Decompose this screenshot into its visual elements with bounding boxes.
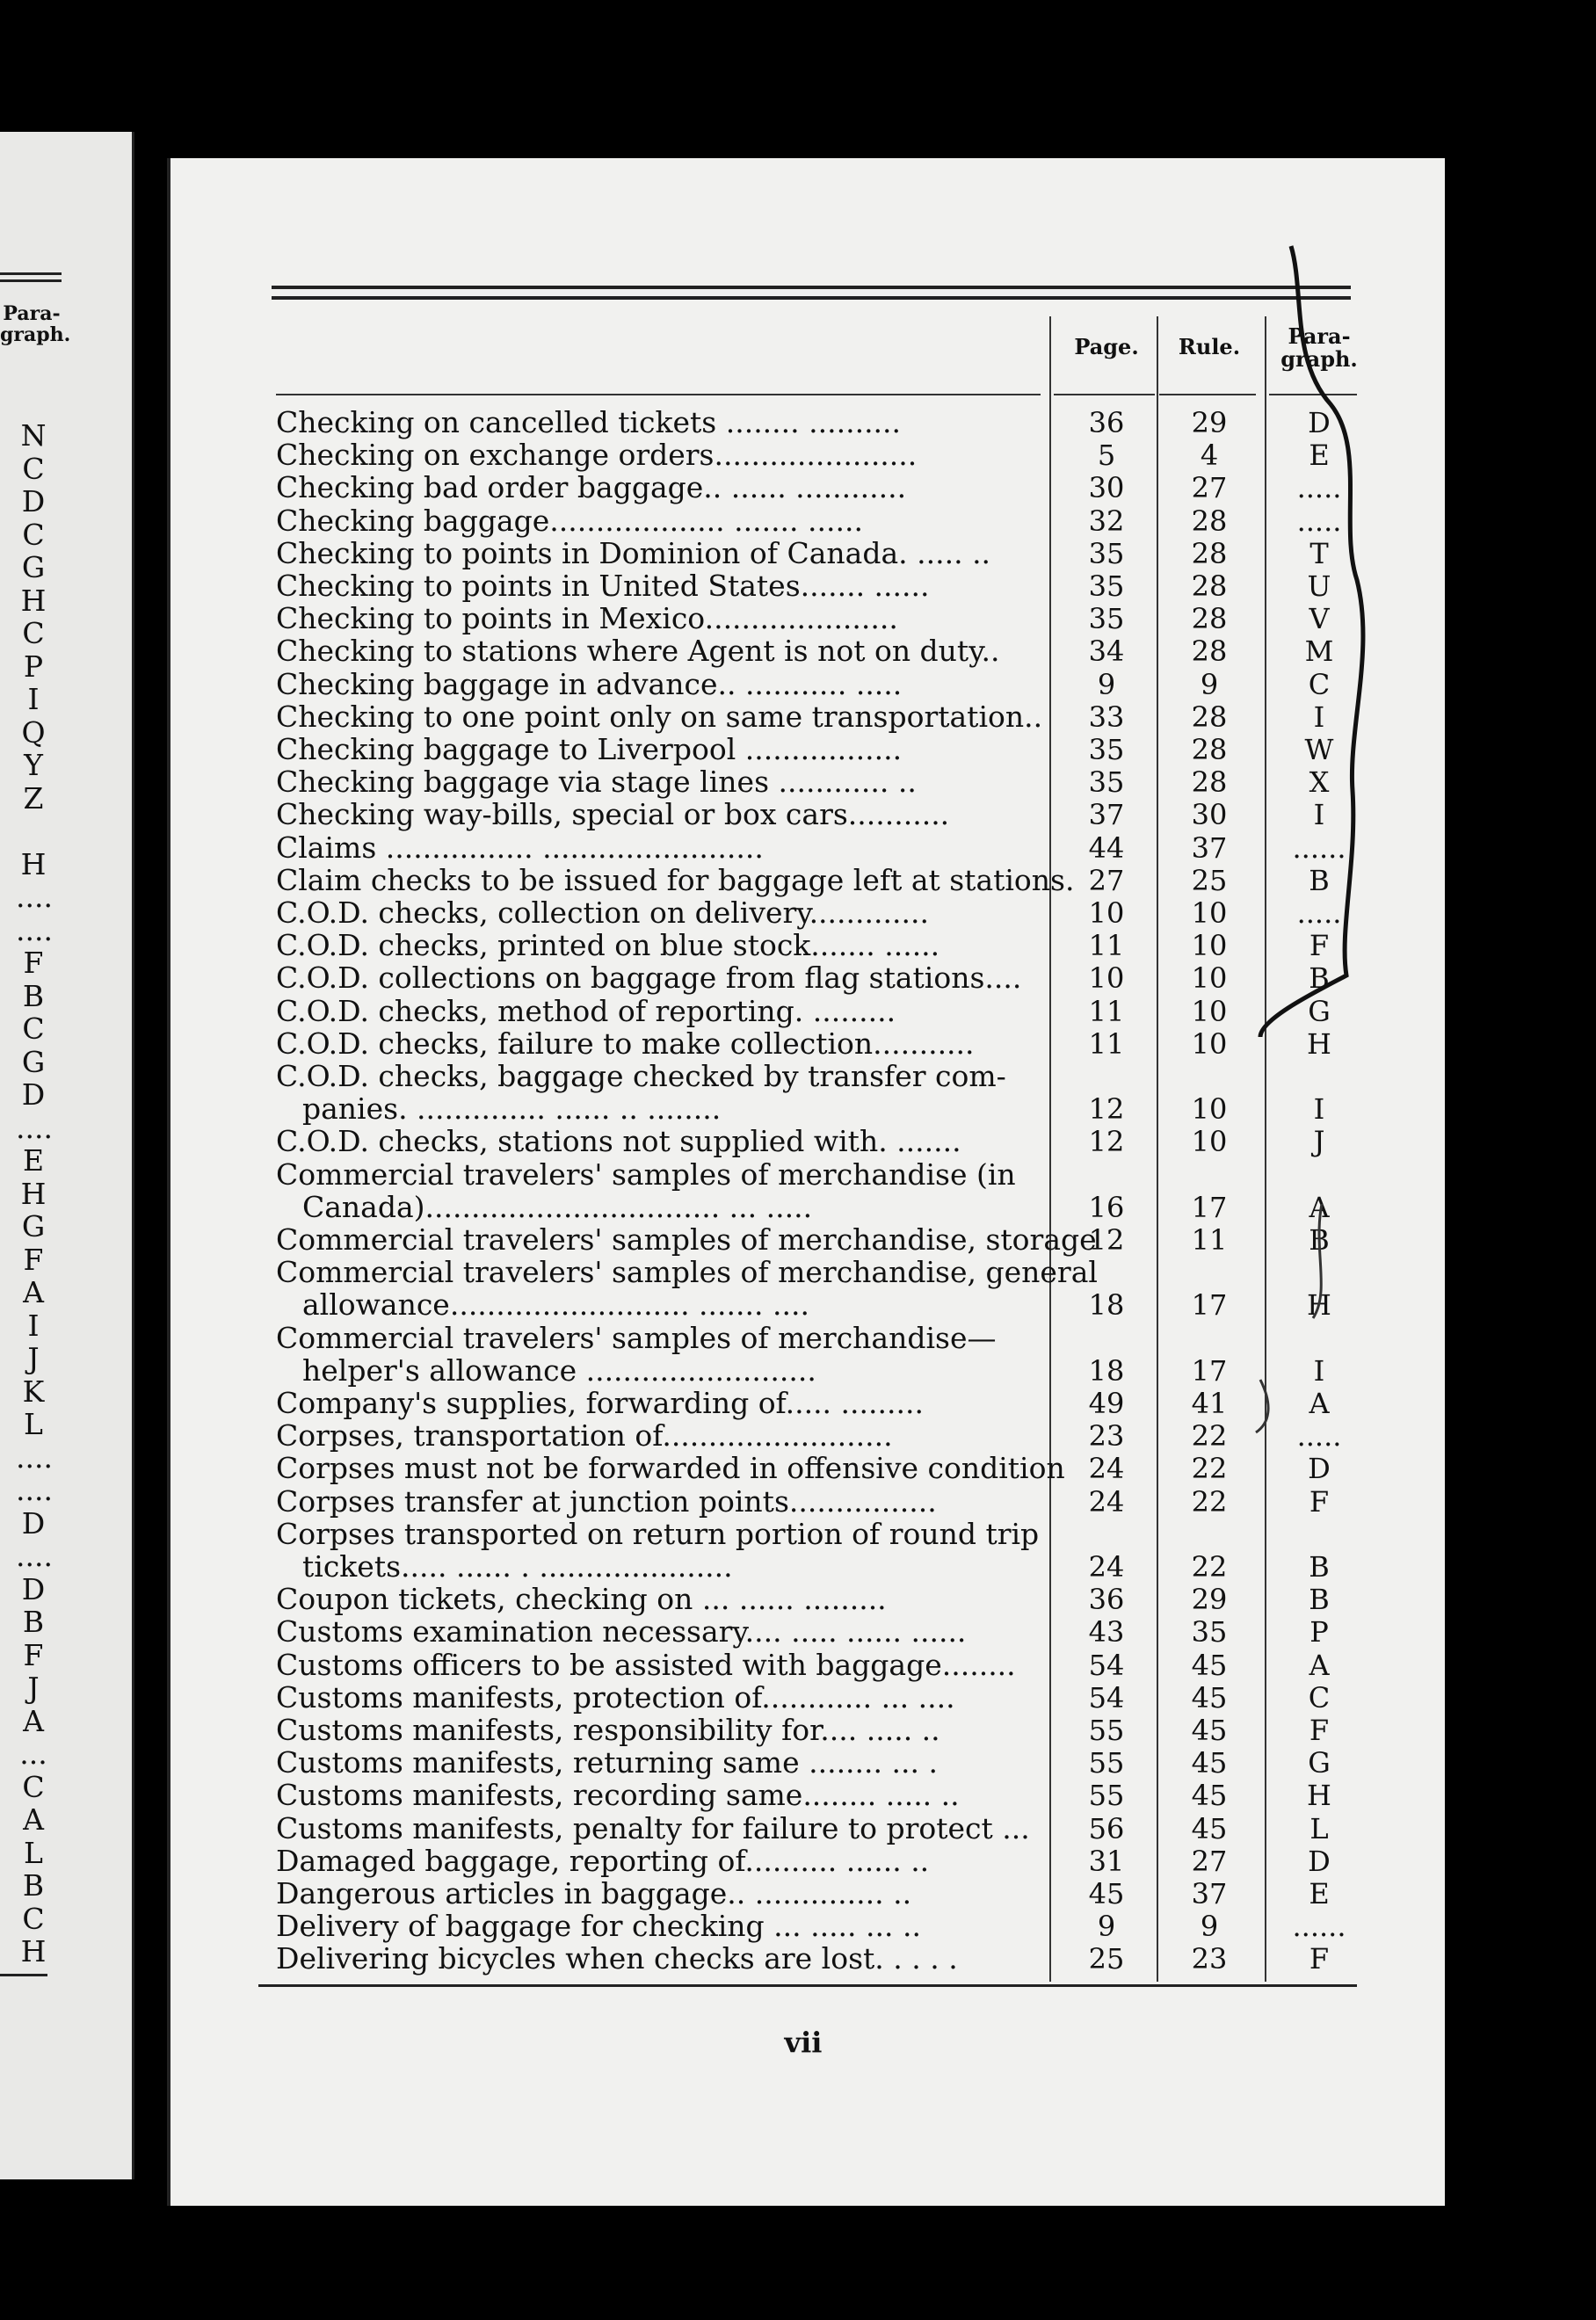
entry-subject: Delivery of baggage for checking ... ..... ... .. bbox=[276, 1909, 921, 1944]
rule-number-cell: 28 bbox=[1191, 634, 1228, 669]
page-number-cell: 11 bbox=[1088, 1026, 1125, 1061]
page-number-cell: 30 bbox=[1088, 471, 1125, 505]
rule-number-cell: 37 bbox=[1191, 830, 1228, 865]
paragraph-letter-cell: X bbox=[1309, 765, 1330, 800]
rule-number-cell: 22 bbox=[1191, 1484, 1228, 1519]
entry-subject: Customs officers to be assisted with baggage........ bbox=[276, 1647, 1016, 1682]
entry-subject: Claim checks to be issued for baggage left at stations. bbox=[276, 862, 1075, 897]
paragraph-column-header: Para- graph. bbox=[1280, 323, 1358, 372]
page-number-cell: 35 bbox=[1088, 765, 1125, 800]
paragraph-letter-cell: F bbox=[1309, 1484, 1330, 1519]
left-paragraph-letter: Y bbox=[24, 748, 43, 782]
page-number-cell: 12 bbox=[1088, 1125, 1125, 1159]
rule-number-cell: 22 bbox=[1191, 1419, 1228, 1454]
paragraph-letter-cell: I bbox=[1313, 1353, 1325, 1388]
rule-number-cell: 29 bbox=[1191, 406, 1228, 439]
page-number-cell: 43 bbox=[1088, 1615, 1125, 1649]
left-paragraph-letter: C bbox=[22, 517, 45, 552]
left-paragraph-letter bbox=[16, 815, 51, 848]
entry-subject: Coupon tickets, checking on ... ...... ......... bbox=[276, 1582, 887, 1617]
left-paragraph-letter: G bbox=[21, 1044, 46, 1079]
entry-subject: Checking baggage via stage lines ............ .. bbox=[276, 765, 917, 800]
pen-annotation-marks bbox=[170, 158, 1445, 2206]
rule-number-cell: 10 bbox=[1191, 1092, 1228, 1127]
rule-number-cell: 41 bbox=[1191, 1387, 1228, 1420]
left-paragraph-letter: C bbox=[22, 616, 45, 650]
paragraph-letter-cell: ..... bbox=[1296, 471, 1342, 505]
page-column-header: Page. bbox=[1074, 334, 1139, 359]
left-paragraph-letter: E bbox=[22, 1143, 45, 1178]
entry-subject: Corpses transfer at junction points................ bbox=[276, 1483, 937, 1519]
index-page bbox=[167, 158, 1445, 2206]
left-paragraph-letter: D bbox=[21, 1505, 46, 1541]
left-paragraph-letter: H bbox=[20, 1176, 47, 1211]
paragraph-letter-cell: ...... bbox=[1292, 830, 1346, 865]
left-paragraph-letter: C bbox=[22, 451, 45, 486]
rule-number-cell: 45 bbox=[1191, 1779, 1228, 1813]
rule-number-cell: 45 bbox=[1191, 1746, 1228, 1780]
entry-subject: Checking way-bills, special or box cars........... bbox=[276, 797, 950, 832]
entry-subject: Checking bad order baggage.. ...... ............ bbox=[276, 470, 907, 505]
entry-subject: Checking to one point only on same transportation.. bbox=[276, 699, 1043, 734]
rule-number-cell: 28 bbox=[1191, 733, 1228, 766]
rule-number-cell: 29 bbox=[1191, 1583, 1228, 1617]
rule-number-cell: 11 bbox=[1191, 1223, 1228, 1257]
entry-subject-continued: allowance.......................... ....... .... bbox=[302, 1287, 809, 1323]
paragraph-letter-cell: M bbox=[1304, 634, 1334, 669]
entry-subject: Checking baggage to Liverpool ................. bbox=[276, 732, 903, 766]
paragraph-letter-cell: P bbox=[1309, 1615, 1329, 1649]
rule-number-cell: 28 bbox=[1191, 700, 1228, 734]
paragraph-letter-cell: C bbox=[1308, 667, 1331, 701]
entry-subject: Claims ................ ........................ bbox=[276, 830, 764, 865]
paragraph-letter-cell: B bbox=[1309, 961, 1330, 996]
paragraph-letter-cell: E bbox=[1309, 1877, 1330, 1910]
rule-number-cell: 45 bbox=[1191, 1648, 1228, 1682]
left-paragraph-letter: H bbox=[20, 846, 47, 881]
entry-subject: Customs examination necessary.... ..... ...... ...... bbox=[276, 1614, 967, 1649]
entry-subject-continued: Canada)................................ ... ..... bbox=[302, 1189, 813, 1224]
entry-subject: Damaged baggage, reporting of.......... ...... .. bbox=[276, 1843, 930, 1878]
entry-subject: Customs manifests, returning same ........ ... . bbox=[276, 1745, 938, 1780]
rule-number-cell: 28 bbox=[1191, 765, 1228, 800]
pen-tick-icon bbox=[1256, 1204, 1322, 1432]
page-number-cell: 24 bbox=[1088, 1549, 1125, 1584]
rule-number-cell: 28 bbox=[1191, 504, 1228, 538]
entry-subject-continued: tickets..... ...... . ..................... bbox=[302, 1548, 733, 1584]
page-number-cell: 35 bbox=[1088, 536, 1125, 570]
rule-number-cell: 17 bbox=[1191, 1353, 1228, 1388]
left-paragraph-header: Para- graph. bbox=[0, 302, 71, 346]
entry-subject: Customs manifests, protection of............ ... .... bbox=[276, 1679, 955, 1715]
rule-number-cell: 4 bbox=[1200, 439, 1219, 473]
paragraph-letter-cell: G bbox=[1308, 994, 1331, 1028]
page-number-cell: 32 bbox=[1088, 504, 1125, 538]
entry-subject: Commercial travelers' samples of merchandise— bbox=[276, 1320, 997, 1355]
entry-subject: Company's supplies, forwarding of..... ......... bbox=[276, 1386, 924, 1420]
left-paragraph-letter: .... bbox=[16, 880, 53, 914]
left-paragraph-letter: L bbox=[24, 1407, 43, 1441]
entry-subject: C.O.D. checks, failure to make collection........... bbox=[276, 1026, 975, 1061]
paragraph-letter-cell: I bbox=[1313, 700, 1325, 734]
page-number-cell: 9 bbox=[1097, 1910, 1116, 1944]
left-paragraph-letter: Q bbox=[21, 714, 46, 750]
page-number-cell: 24 bbox=[1088, 1484, 1125, 1519]
page-number-cell: 24 bbox=[1088, 1452, 1125, 1486]
left-paragraph-letter: D bbox=[21, 1077, 46, 1112]
paragraph-letter-cell: B bbox=[1309, 1223, 1330, 1257]
page-number-cell: 31 bbox=[1088, 1844, 1125, 1878]
pen-stroke-icon bbox=[1260, 246, 1363, 1037]
rule-number-cell: 37 bbox=[1191, 1877, 1228, 1910]
paragraph-letter-cell: U bbox=[1307, 569, 1331, 603]
paragraph-letter-cell: V bbox=[1309, 602, 1330, 636]
paragraph-letter-cell: A bbox=[1309, 1387, 1330, 1420]
rule-column-header: Rule. bbox=[1178, 334, 1241, 359]
left-paragraph-letter: A bbox=[23, 1703, 44, 1738]
page-number-cell: 33 bbox=[1088, 700, 1125, 734]
left-paragraph-letter: C bbox=[22, 1769, 45, 1804]
rule-number-cell: 10 bbox=[1191, 929, 1228, 963]
left-paragraph-letter: L bbox=[24, 1835, 43, 1870]
paragraph-letter-cell: E bbox=[1309, 439, 1330, 473]
rule-number-cell: 27 bbox=[1191, 1844, 1228, 1878]
paragraph-letter-cell: T bbox=[1309, 536, 1329, 570]
entry-subject: Commercial travelers' samples of merchandise, storage bbox=[276, 1222, 1097, 1257]
page-number-cell: 11 bbox=[1088, 929, 1125, 963]
left-paragraph-letter: J bbox=[27, 1671, 40, 1705]
page-number-cell: 55 bbox=[1088, 1714, 1125, 1747]
page-number-cell: 44 bbox=[1088, 830, 1125, 865]
rule-number-cell: 10 bbox=[1191, 961, 1228, 996]
rule-number-cell: 22 bbox=[1191, 1549, 1228, 1584]
page-number-cell: 35 bbox=[1088, 602, 1125, 636]
paragraph-letter-cell: F bbox=[1309, 929, 1330, 963]
page-number-cell: 36 bbox=[1088, 406, 1125, 439]
paragraph-letter-cell: H bbox=[1307, 1779, 1331, 1813]
page-number-cell: 12 bbox=[1088, 1223, 1125, 1257]
page-number-cell: 11 bbox=[1088, 994, 1125, 1028]
left-page bbox=[0, 132, 134, 2179]
entry-subject: C.O.D. checks, method of reporting. ......... bbox=[276, 993, 896, 1028]
left-paragraph-letter: .... bbox=[16, 912, 53, 947]
entry-subject: Dangerous articles in baggage.. .............. .. bbox=[276, 1876, 912, 1910]
paragraph-letter-cell: B bbox=[1309, 1583, 1330, 1617]
page-number-cell: 54 bbox=[1088, 1680, 1125, 1715]
left-paragraph-letter: ... bbox=[19, 1736, 47, 1771]
entry-subject: Commercial travelers' samples of merchandise (in bbox=[276, 1156, 1016, 1192]
page-number-cell: 54 bbox=[1088, 1648, 1125, 1682]
paragraph-letter-cell: L bbox=[1309, 1811, 1329, 1845]
rule-number-cell: 25 bbox=[1191, 863, 1228, 897]
rule-number-cell: 35 bbox=[1191, 1615, 1228, 1649]
page-number-cell: 23 bbox=[1088, 1419, 1125, 1454]
paragraph-letter-cell: H bbox=[1307, 1026, 1331, 1061]
left-paragraph-letter: C bbox=[22, 1901, 45, 1936]
paragraph-letter-cell: D bbox=[1308, 1452, 1331, 1486]
rule-number-cell: 28 bbox=[1191, 602, 1228, 636]
paragraph-letter-cell: I bbox=[1313, 1092, 1325, 1127]
paragraph-letter-cell: A bbox=[1309, 1190, 1330, 1224]
rule-number-cell: 45 bbox=[1191, 1811, 1228, 1845]
left-paragraph-letter: I bbox=[27, 1308, 40, 1343]
page-number-cell: 55 bbox=[1088, 1746, 1125, 1780]
rule-number-cell: 10 bbox=[1191, 1026, 1228, 1061]
rule-number-cell: 23 bbox=[1191, 1942, 1228, 1976]
left-paragraph-letter: F bbox=[23, 946, 44, 980]
left-paragraph-letter: H bbox=[20, 1934, 47, 1968]
page-number-cell: 37 bbox=[1088, 798, 1125, 832]
left-paragraph-letter: G bbox=[21, 550, 46, 584]
rule-number-cell: 30 bbox=[1191, 798, 1228, 832]
left-paragraph-letter: C bbox=[22, 1011, 45, 1046]
left-paragraph-letter: Z bbox=[23, 780, 44, 816]
rule-number-cell: 17 bbox=[1191, 1288, 1228, 1323]
left-paragraph-letter: .... bbox=[16, 1439, 53, 1475]
page-number-cell: 18 bbox=[1088, 1353, 1125, 1388]
page-number: vii bbox=[784, 2026, 823, 2059]
entry-subject: Customs manifests, recording same........ ..... .. bbox=[276, 1778, 960, 1813]
entry-subject: C.O.D. checks, baggage checked by transfer com- bbox=[276, 1059, 1006, 1093]
entry-subject: Customs manifests, penalty for failure to protect ... bbox=[276, 1810, 1030, 1845]
page-number-cell: 45 bbox=[1088, 1877, 1125, 1910]
page-number-cell: 56 bbox=[1088, 1811, 1125, 1845]
paragraph-letter-cell: ..... bbox=[1296, 1419, 1342, 1454]
paragraph-letter-cell: H bbox=[1307, 1288, 1331, 1323]
entry-subject: C.O.D. collections on baggage from flag stations.... bbox=[276, 961, 1022, 996]
entry-subject: Corpses, transportation of......................... bbox=[276, 1418, 893, 1454]
rule-number-cell: 45 bbox=[1191, 1680, 1228, 1715]
page-number-cell: 55 bbox=[1088, 1779, 1125, 1813]
page-number-cell: 27 bbox=[1088, 863, 1125, 897]
page-number-cell: 36 bbox=[1088, 1583, 1125, 1617]
rule-number-cell: 28 bbox=[1191, 536, 1228, 570]
rule-number-cell: 9 bbox=[1200, 1910, 1219, 1944]
page-number-cell: 35 bbox=[1088, 569, 1125, 603]
paragraph-letter-cell: W bbox=[1304, 733, 1334, 766]
entry-subject: C.O.D. checks, collection on delivery............. bbox=[276, 895, 929, 930]
rule-number-cell: 10 bbox=[1191, 994, 1228, 1028]
entry-subject-continued: helper's allowance ......................... bbox=[302, 1352, 816, 1388]
entry-subject: Checking baggage................... ....... ...... bbox=[276, 503, 863, 538]
left-bottom-rule bbox=[0, 1974, 47, 1976]
paragraph-letter-cell: ...... bbox=[1292, 1910, 1346, 1944]
rule-number-cell: 10 bbox=[1191, 896, 1228, 930]
page-number-cell: 5 bbox=[1097, 439, 1116, 473]
paragraph-letter-cell: I bbox=[1313, 798, 1325, 832]
page-number-cell: 34 bbox=[1088, 634, 1125, 669]
left-paragraph-letter: A bbox=[23, 1275, 44, 1309]
entry-subject: Checking to points in United States....... ...... bbox=[276, 569, 930, 603]
left-paragraph-letter: .... bbox=[16, 1539, 53, 1573]
left-paragraph-letter: B bbox=[22, 978, 45, 1013]
paragraph-letter-cell: F bbox=[1309, 1714, 1330, 1747]
rule-number-cell: 27 bbox=[1191, 471, 1228, 505]
left-paragraph-letter: B bbox=[22, 1868, 45, 1903]
left-paragraph-letter: K bbox=[22, 1374, 45, 1409]
left-paragraph-letter: J bbox=[27, 1341, 40, 1375]
page-number-cell: 25 bbox=[1088, 1942, 1125, 1976]
left-top-rule-2 bbox=[0, 279, 62, 282]
left-top-rule bbox=[0, 272, 62, 275]
left-paragraph-letter: N bbox=[20, 418, 47, 453]
rule-number-cell: 9 bbox=[1200, 667, 1219, 701]
page-number-cell: 12 bbox=[1088, 1092, 1125, 1127]
paragraph-letter-cell: G bbox=[1308, 1746, 1331, 1780]
left-paragraph-letter: D bbox=[21, 1571, 46, 1606]
entry-subject: C.O.D. checks, printed on blue stock....... ...... bbox=[276, 928, 940, 963]
paragraph-letter-cell: C bbox=[1308, 1680, 1331, 1715]
entry-subject: Checking to points in Mexico..................... bbox=[276, 601, 898, 636]
paragraph-letter-cell: D bbox=[1308, 406, 1331, 439]
page-number-cell: 35 bbox=[1088, 733, 1125, 766]
left-paragraph-letter: A bbox=[23, 1802, 44, 1837]
entry-subject: Checking baggage in advance.. ........... ..... bbox=[276, 666, 903, 701]
entry-subject: Checking to stations where Agent is not on duty.. bbox=[276, 634, 1000, 669]
left-paragraph-letter: F bbox=[23, 1637, 44, 1672]
entry-subject: Commercial travelers' samples of merchandise, general bbox=[276, 1255, 1098, 1290]
paragraph-letter-cell: J bbox=[1313, 1125, 1325, 1159]
left-paragraph-letter: P bbox=[23, 649, 44, 684]
rule-number-cell: 10 bbox=[1191, 1125, 1228, 1159]
page-number-cell: 10 bbox=[1088, 896, 1125, 930]
entry-subject: C.O.D. checks, stations not supplied with. ....... bbox=[276, 1124, 961, 1159]
entry-subject: Corpses must not be forwarded in offensive condition bbox=[276, 1451, 1065, 1486]
left-paragraph-column bbox=[16, 419, 51, 1968]
entry-subject: Corpses transported on return portion of round trip bbox=[276, 1516, 1040, 1551]
entry-subject: Delivering bicycles when checks are lost. . . . . bbox=[276, 1941, 958, 1976]
left-paragraph-letter: D bbox=[21, 484, 46, 518]
paragraph-letter-cell: B bbox=[1309, 863, 1330, 897]
left-paragraph-letter: H bbox=[20, 583, 47, 618]
rule-number-cell: 22 bbox=[1191, 1452, 1228, 1486]
paragraph-letter-cell: A bbox=[1309, 1648, 1330, 1682]
paragraph-letter-cell: D bbox=[1308, 1844, 1331, 1878]
entry-subject: Checking to points in Dominion of Canada. ..... .. bbox=[276, 535, 991, 570]
entry-subject-continued: panies. .............. ...... .. ........ bbox=[302, 1091, 722, 1127]
paragraph-letter-cell: B bbox=[1309, 1549, 1330, 1584]
left-paragraph-letter: G bbox=[21, 1209, 46, 1243]
left-paragraph-letter: I bbox=[27, 682, 40, 716]
paragraph-letter-cell: ..... bbox=[1296, 504, 1342, 538]
page-number-cell: 10 bbox=[1088, 961, 1125, 996]
page-number-cell: 18 bbox=[1088, 1288, 1125, 1323]
entry-subject: Checking on cancelled tickets ........ .......... bbox=[276, 405, 902, 439]
left-paragraph-letter: .... bbox=[16, 1110, 53, 1145]
left-paragraph-letter: B bbox=[22, 1605, 45, 1639]
page-number-cell: 9 bbox=[1097, 667, 1116, 701]
rule-number-cell: 17 bbox=[1191, 1190, 1228, 1224]
page-number-cell: 49 bbox=[1088, 1387, 1125, 1420]
entry-subject: Checking on exchange orders...................... bbox=[276, 438, 918, 473]
paragraph-letter-cell: F bbox=[1309, 1942, 1330, 1976]
left-paragraph-letter: .... bbox=[16, 1473, 53, 1507]
page-number-cell: 16 bbox=[1088, 1190, 1125, 1224]
left-paragraph-letter: F bbox=[23, 1242, 44, 1277]
paragraph-letter-cell: ..... bbox=[1296, 896, 1342, 930]
rule-number-cell: 28 bbox=[1191, 569, 1228, 603]
rule-number-cell: 45 bbox=[1191, 1714, 1228, 1747]
entry-subject: Customs manifests, responsibility for.... ..... .. bbox=[276, 1713, 940, 1747]
